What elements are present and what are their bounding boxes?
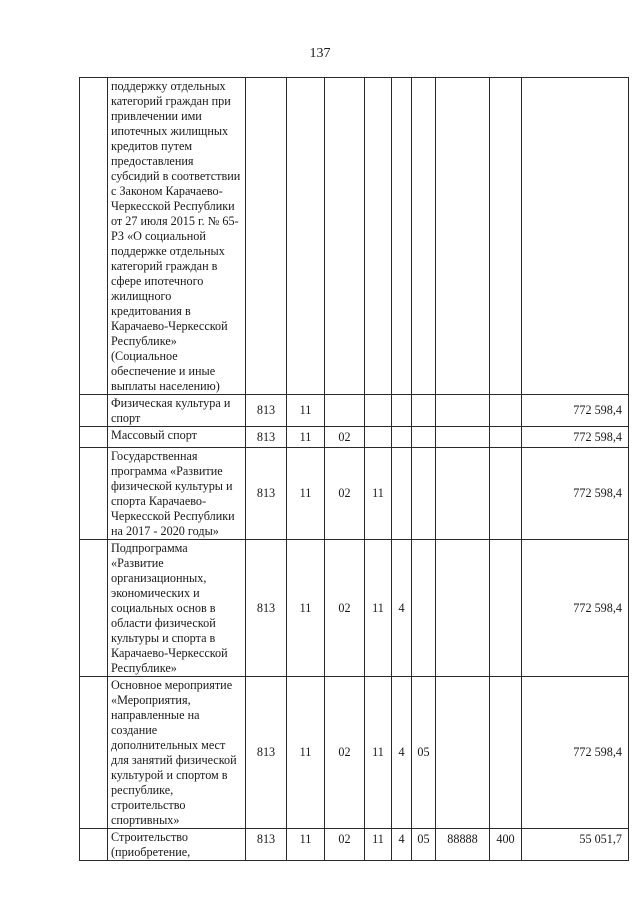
item-name-cell: поддержку отдельных категорий граждан при привлечении ими ипотечных жилищных кредитов путем предоставления субсидий в соответствии с Законом Карачаево-Черкесской Республики от 27 июля 2015 г. № 65-РЗ «О социальной поддержке отдельных категорий граждан в сфере ипотечного жилищного кредитования в Карачаево-Черкесской Республике» (Социальное обеспечение и иные выплаты населению)	[108, 78, 246, 395]
expense-type-cell: 400	[490, 829, 522, 861]
program-code-cell: 11	[365, 540, 392, 677]
direction-code-cell: 88888	[436, 829, 490, 861]
ministry-code-cell: 813	[246, 427, 287, 448]
direction-code-cell	[436, 395, 490, 427]
row-number-cell	[80, 829, 108, 861]
section-code-cell: 11	[287, 427, 325, 448]
subsection-code-cell: 02	[325, 540, 365, 677]
program-code-cell	[365, 395, 392, 427]
expense-type-cell	[490, 78, 522, 395]
table-row	[80, 78, 629, 395]
ministry-code-cell: 813	[246, 677, 287, 829]
subprogram-code-cell: 4	[392, 829, 412, 861]
table-row	[80, 427, 629, 448]
program-code-cell: 11	[365, 677, 392, 829]
row-number-cell	[80, 78, 108, 395]
subprogram-code-cell: 4	[392, 677, 412, 829]
subprogram-code-cell	[392, 427, 412, 448]
program-code-cell: 11	[365, 448, 392, 540]
row-number-cell	[80, 540, 108, 677]
expense-type-cell	[490, 395, 522, 427]
measure-code-cell	[412, 448, 436, 540]
row-number-cell	[80, 448, 108, 540]
table-row	[80, 829, 629, 861]
ministry-code-cell: 813	[246, 829, 287, 861]
item-name-cell: Подпрограмма «Развитие организационных, экономических и социальных основ в области физической культуры и спорта в Карачаево-Черкесской Республике»	[108, 540, 246, 677]
direction-code-cell	[436, 677, 490, 829]
amount-cell: 55 051,7	[522, 829, 629, 861]
program-code-cell	[365, 78, 392, 395]
subprogram-code-cell	[392, 448, 412, 540]
amount-cell: 772 598,4	[522, 677, 629, 829]
subsection-code-cell: 02	[325, 677, 365, 829]
amount-cell: 772 598,4	[522, 540, 629, 677]
table-row	[80, 677, 629, 829]
item-name-cell: Массовый спорт	[108, 427, 246, 448]
amount-cell: 772 598,4	[522, 448, 629, 540]
direction-code-cell	[436, 540, 490, 677]
amount-cell: 772 598,4	[522, 427, 629, 448]
expense-type-cell	[490, 448, 522, 540]
row-number-cell	[80, 427, 108, 448]
section-code-cell: 11	[287, 829, 325, 861]
program-code-cell	[365, 427, 392, 448]
amount-cell: 772 598,4	[522, 395, 629, 427]
section-code-cell: 11	[287, 540, 325, 677]
direction-code-cell	[436, 78, 490, 395]
measure-code-cell: 05	[412, 829, 436, 861]
budget-table	[79, 77, 629, 861]
amount-cell	[522, 78, 629, 395]
expense-type-cell	[490, 677, 522, 829]
item-name-cell: Государственная программа «Развитие физической культуры и спорта Карачаево-Черкесской Республики на 2017 - 2020 годы»	[108, 448, 246, 540]
subsection-code-cell: 02	[325, 448, 365, 540]
measure-code-cell	[412, 395, 436, 427]
item-name-cell: Основное мероприятие «Мероприятия, направленные на создание дополнительных мест для занятий физической культурой и спортом в республике, строительство спортивных»	[108, 677, 246, 829]
item-name-cell: Строительство (приобретение,	[108, 829, 246, 861]
measure-code-cell: 05	[412, 677, 436, 829]
ministry-code-cell: 813	[246, 395, 287, 427]
section-code-cell: 11	[287, 448, 325, 540]
ministry-code-cell	[246, 78, 287, 395]
expense-type-cell	[490, 427, 522, 448]
subsection-code-cell: 02	[325, 427, 365, 448]
section-code-cell: 11	[287, 677, 325, 829]
subsection-code-cell	[325, 395, 365, 427]
item-name-cell: Физическая культура и спорт	[108, 395, 246, 427]
subsection-code-cell	[325, 78, 365, 395]
ministry-code-cell: 813	[246, 540, 287, 677]
measure-code-cell	[412, 427, 436, 448]
subprogram-code-cell	[392, 78, 412, 395]
section-code-cell	[287, 78, 325, 395]
measure-code-cell	[412, 78, 436, 395]
direction-code-cell	[436, 448, 490, 540]
expense-type-cell	[490, 540, 522, 677]
direction-code-cell	[436, 427, 490, 448]
table-row	[80, 395, 629, 427]
row-number-cell	[80, 395, 108, 427]
subsection-code-cell: 02	[325, 829, 365, 861]
ministry-code-cell: 813	[246, 448, 287, 540]
table-row	[80, 540, 629, 677]
page-number: 137	[309, 46, 331, 61]
table-row	[80, 448, 629, 540]
section-code-cell: 11	[287, 395, 325, 427]
subprogram-code-cell	[392, 395, 412, 427]
row-number-cell	[80, 677, 108, 829]
subprogram-code-cell: 4	[392, 540, 412, 677]
measure-code-cell	[412, 540, 436, 677]
program-code-cell: 11	[365, 829, 392, 861]
